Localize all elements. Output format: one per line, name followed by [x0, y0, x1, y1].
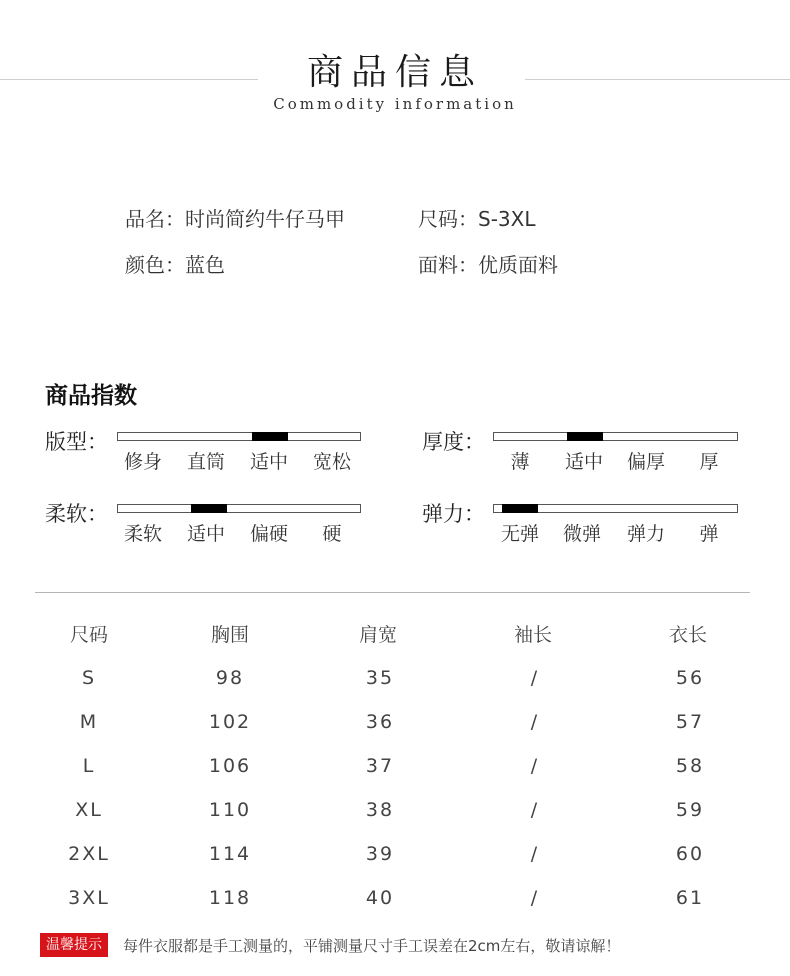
notice-badge: 温馨提示	[40, 933, 108, 957]
slider-option: 适中	[186, 523, 225, 545]
table-cell: /	[530, 711, 540, 733]
table-cell: 35	[365, 667, 395, 689]
table-cell: 2XL	[68, 843, 110, 865]
slider-option: 弹力	[626, 523, 665, 545]
table-cell: 98	[215, 667, 245, 689]
table-cell: 38	[365, 799, 395, 821]
table-cell: 37	[365, 755, 395, 777]
page-title: 商品信息	[306, 52, 483, 93]
table-cell: /	[530, 755, 540, 777]
slider-option: 硬	[322, 523, 342, 545]
slider-option: 柔软	[123, 523, 162, 545]
table-cell: 36	[365, 711, 395, 733]
slider-option: 宽松	[312, 451, 351, 473]
slider-track	[117, 432, 361, 441]
table-header-cell: 袖长	[513, 624, 552, 646]
slider-label: 版型：	[45, 430, 108, 454]
product-name: 品名：时尚简约牛仔马甲	[125, 207, 345, 231]
table-cell: 3XL	[68, 887, 110, 909]
slider-option: 偏厚	[626, 451, 665, 473]
product-size-range: 尺码：S-3XL	[418, 207, 536, 231]
page-subtitle: Commodity information	[273, 95, 517, 113]
table-cell: 118	[208, 887, 252, 909]
notice-text: 每件衣服都是手工测量的，平铺测量尺寸手工误差在2cm左右，敬请谅解！	[123, 937, 621, 955]
table-cell: 102	[208, 711, 252, 733]
table-cell: L	[82, 755, 96, 777]
table-cell: /	[530, 843, 540, 865]
table-cell: /	[530, 887, 540, 909]
table-header-cell: 衣长	[668, 624, 707, 646]
slider-indicator	[502, 504, 538, 513]
slider-indicator	[252, 432, 288, 441]
table-cell: /	[530, 667, 540, 689]
table-cell: 40	[365, 887, 395, 909]
table-cell: 58	[675, 755, 705, 777]
slider-option: 适中	[564, 451, 603, 473]
slider-indicator	[191, 504, 227, 513]
slider-option: 修身	[123, 451, 162, 473]
table-header-cell: 肩宽	[358, 624, 397, 646]
slider-label: 弹力：	[422, 502, 485, 526]
slider-option: 无弹	[500, 523, 539, 545]
table-cell: M	[79, 711, 99, 733]
slider-track	[117, 504, 361, 513]
table-cell: 56	[675, 667, 705, 689]
slider-option: 偏硬	[249, 523, 288, 545]
table-cell: 57	[675, 711, 705, 733]
table-cell: 60	[675, 843, 705, 865]
table-cell: XL	[75, 799, 103, 821]
table-cell: 110	[208, 799, 252, 821]
product-color: 颜色：蓝色	[125, 253, 225, 277]
slider-track	[493, 432, 738, 441]
product-fabric: 面料：优质面料	[418, 253, 558, 277]
index-heading: 商品指数	[45, 383, 137, 409]
slider-option: 薄	[510, 451, 530, 473]
slider-option: 直筒	[186, 451, 225, 473]
slider-option: 厚	[699, 451, 719, 473]
table-header-cell: 尺码	[69, 624, 108, 646]
slider-label: 厚度：	[422, 430, 485, 454]
table-cell: S	[81, 667, 97, 689]
table-divider	[35, 592, 750, 593]
table-cell: 59	[675, 799, 705, 821]
table-cell: 39	[365, 843, 395, 865]
table-cell: 114	[208, 843, 252, 865]
table-header-cell: 胸围	[210, 624, 249, 646]
slider-indicator	[567, 432, 603, 441]
slider-option: 弹	[699, 523, 719, 545]
table-cell: /	[530, 799, 540, 821]
table-cell: 106	[208, 755, 252, 777]
slider-label: 柔软：	[45, 502, 108, 526]
slider-track	[493, 504, 738, 513]
slider-option: 微弹	[562, 523, 601, 545]
slider-option: 适中	[249, 451, 288, 473]
table-cell: 61	[675, 887, 705, 909]
